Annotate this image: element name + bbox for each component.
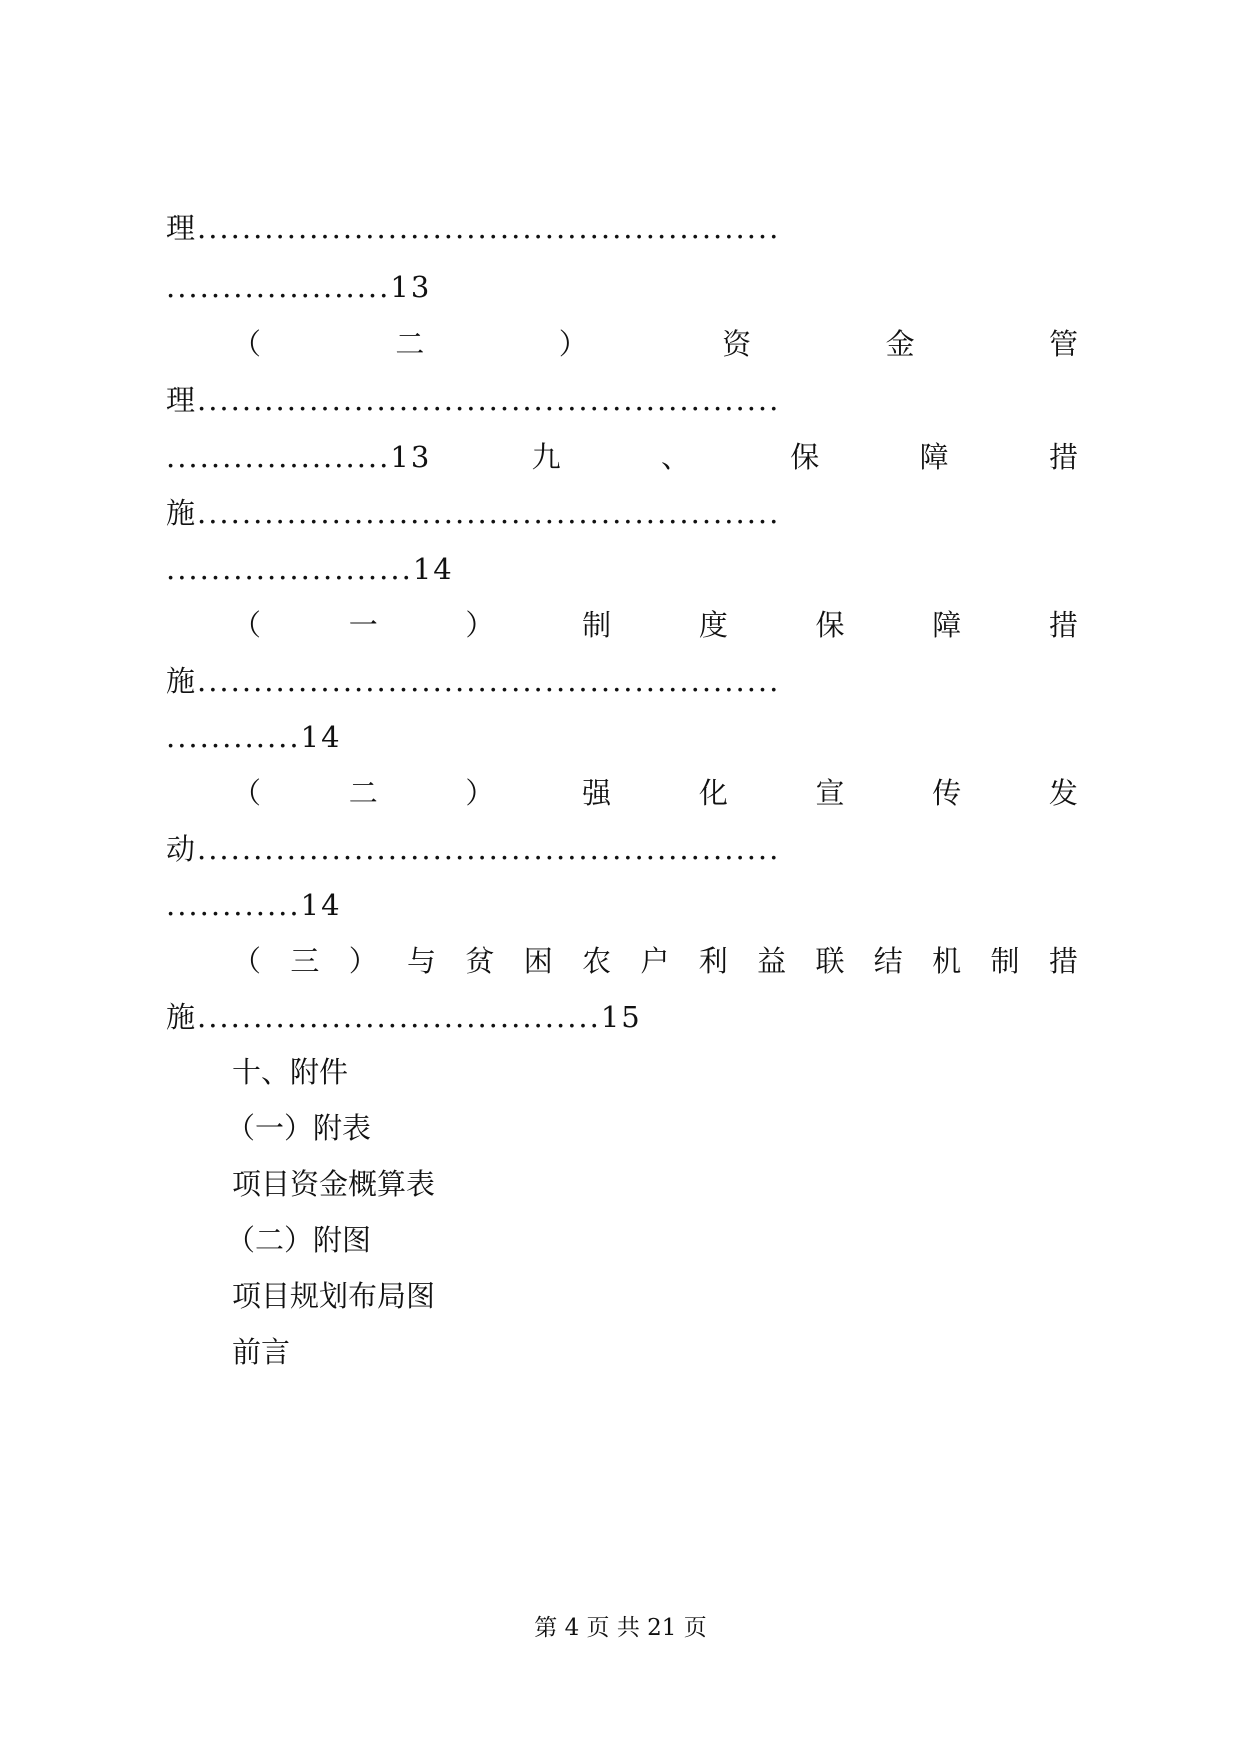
toc-char: 益 — [757, 944, 787, 978]
toc-char: （ — [232, 327, 262, 361]
toc-text: 动.................................................... — [166, 832, 781, 866]
toc-page-number: 14 — [412, 552, 454, 586]
toc-page-number: 13 — [390, 440, 432, 474]
toc-char: （ — [232, 776, 262, 810]
toc-char: 与 — [407, 944, 437, 978]
toc-line — [166, 200, 1078, 256]
toc-line — [166, 877, 1078, 933]
section-heading: 前言 — [232, 1335, 291, 1369]
toc-char: 度 — [698, 608, 728, 642]
toc-char: 发 — [1048, 776, 1078, 810]
toc-char: 宣 — [815, 776, 845, 810]
toc-char: 管 — [1048, 327, 1078, 361]
toc-char: 保 — [815, 608, 845, 642]
toc-char: 化 — [698, 776, 728, 810]
toc-char: 障 — [919, 440, 949, 474]
toc-char: 制 — [582, 608, 612, 642]
appendix-subheading: （一）附表 — [226, 1111, 372, 1145]
toc-line — [166, 821, 1078, 877]
appendix-item: 项目资金概算表 — [232, 1167, 436, 1201]
toc-char: 二 — [395, 327, 425, 361]
toc-char: 贫 — [465, 944, 495, 978]
toc-leader-group — [166, 429, 431, 485]
toc-text: 施.................................................... — [166, 664, 781, 698]
toc-page-number: 13 — [390, 270, 432, 304]
page-footer: 第 4 页 共 21 页 — [534, 1615, 707, 1641]
toc-line — [166, 653, 1078, 709]
toc-text: 理.................................................... — [166, 211, 781, 245]
toc-line — [166, 259, 1078, 315]
toc-char: 保 — [790, 440, 820, 474]
appendix-item: 项目规划布局图 — [232, 1279, 436, 1313]
toc-char: 困 — [523, 944, 553, 978]
toc-text: 理.................................................... — [166, 383, 781, 417]
toc-line — [166, 372, 1078, 428]
toc-leader: ............ — [166, 720, 301, 754]
toc-page-number: 14 — [300, 888, 342, 922]
toc-char: 金 — [885, 327, 915, 361]
toc-char: ） — [465, 608, 495, 642]
toc-char: 二 — [348, 776, 378, 810]
toc-char: ） — [348, 944, 378, 978]
toc-page-number: 14 — [300, 720, 342, 754]
toc-char: ） — [558, 327, 588, 361]
toc-char: 农 — [582, 944, 612, 978]
toc-char: 措 — [1048, 440, 1078, 474]
toc-line — [232, 933, 1078, 989]
toc-line — [166, 989, 1078, 1045]
appendix-subheading: （二）附图 — [226, 1223, 372, 1257]
toc-char: 措 — [1048, 608, 1078, 642]
toc-char: 三 — [290, 944, 320, 978]
toc-char: 制 — [990, 944, 1020, 978]
toc-char: 障 — [932, 608, 962, 642]
toc-char: 强 — [582, 776, 612, 810]
toc-char: 户 — [640, 944, 670, 978]
toc-char: ） — [465, 776, 495, 810]
toc-char: 资 — [722, 327, 752, 361]
toc-page-number: 15 — [600, 1000, 642, 1034]
toc-text: 施.................................................... — [166, 496, 781, 530]
toc-char: （ — [232, 608, 262, 642]
toc-char: 结 — [873, 944, 903, 978]
toc-leader: .................... — [166, 270, 391, 304]
toc-char: 一 — [348, 608, 378, 642]
toc-line — [166, 709, 1078, 765]
toc-line — [232, 597, 1078, 653]
toc-line — [232, 765, 1078, 821]
toc-char: 利 — [698, 944, 728, 978]
toc-line — [166, 485, 1078, 541]
toc-line — [232, 316, 1078, 372]
toc-line — [166, 541, 1078, 597]
toc-text: 施.................................... — [166, 1000, 601, 1034]
toc-char: 九 — [531, 440, 561, 474]
toc-line — [166, 429, 1078, 485]
toc-char: 联 — [815, 944, 845, 978]
toc-char: 传 — [932, 776, 962, 810]
toc-leader: ...................... — [166, 552, 413, 586]
appendix-heading: 十、附件 — [232, 1055, 349, 1089]
toc-leader: ............ — [166, 888, 301, 922]
toc-leader: .................... — [166, 440, 391, 474]
toc-char: （ — [232, 944, 262, 978]
toc-char: 机 — [932, 944, 962, 978]
toc-char: 、 — [660, 440, 690, 474]
toc-char: 措 — [1048, 944, 1078, 978]
